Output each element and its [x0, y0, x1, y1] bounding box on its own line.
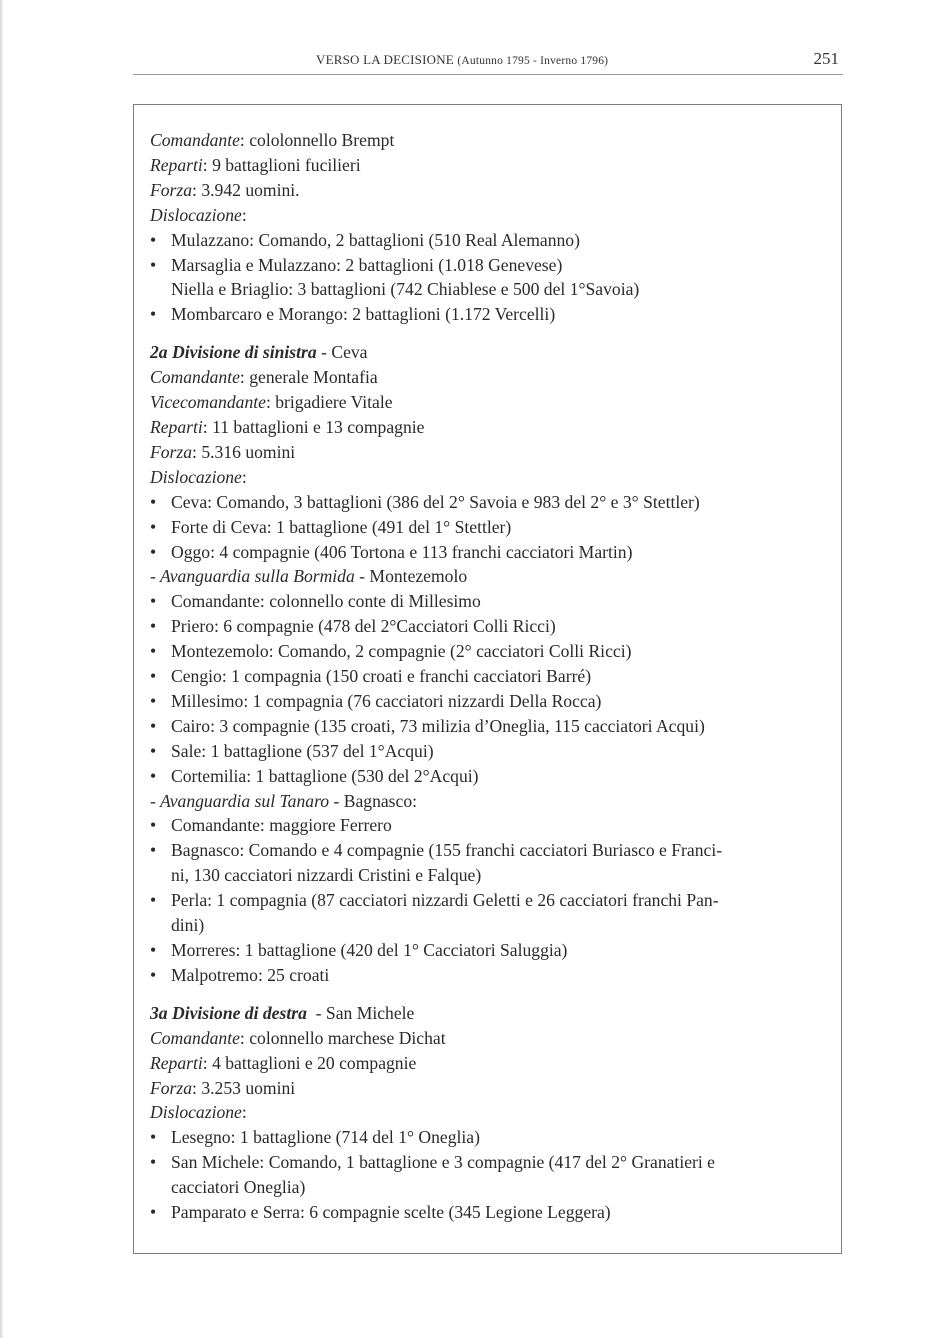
- s3-strength-value: : 3.253 uomini: [192, 1077, 296, 1098]
- s1-strength-value: : 3.942 uomini.: [192, 179, 300, 200]
- page-edge: [0, 0, 3, 1338]
- s1-strength: [150, 178, 825, 203]
- text-block: [150, 128, 825, 1225]
- s1-deployment-colon: :: [241, 204, 247, 225]
- list-item: • Montezemolo: Comando, 2 compagnie (2° cacciatori Colli Ricci): [150, 639, 825, 664]
- s2-units-value: : 11 battaglioni e 13 compagnie: [202, 416, 425, 437]
- s2-vice: [150, 390, 825, 415]
- list-item: • Perla: 1 compagnia (87 cacciatori nizzardi Geletti e 26 cacciatori franchi Pan-: [150, 888, 825, 913]
- s2-commander-value: : generale Montafia: [239, 367, 378, 388]
- s3-strength: [150, 1076, 825, 1101]
- s1-commander: [150, 128, 825, 153]
- s3-deployment-label: Dislocazione: [150, 1102, 242, 1123]
- list-item: • Malpotremo: 25 croati: [150, 963, 825, 988]
- s2-heading-title: 2a Divisione di sinistra: [150, 342, 317, 363]
- list-item: • Lesegno: 1 battaglione (714 del 1° Oneglia): [150, 1125, 825, 1150]
- s2-commander-label: Comandante: [150, 367, 240, 388]
- list-item: • Comandante: colonnello conte di Millesimo: [150, 589, 825, 614]
- vanguard-bormida-place: - Montezemolo: [354, 566, 468, 587]
- list-item: • Cengio: 1 compagnia (150 croati e franchi cacciatori Barré): [150, 664, 825, 689]
- list-item: • Morreres: 1 battaglione (420 del 1° Cacciatori Saluggia): [150, 938, 825, 963]
- s2-deployment-colon: :: [241, 466, 247, 487]
- running-header: [133, 49, 843, 75]
- running-title-main: VERSO LA DECISIONE: [316, 52, 454, 67]
- s3-commander-label: Comandante: [150, 1027, 240, 1048]
- s3-heading-place: - San Michele: [306, 1002, 415, 1023]
- s2-deployment-label: Dislocazione: [150, 466, 242, 487]
- list-item: • Pamparato e Serra: 6 compagnie scelte (345 Legione Leggera): [150, 1200, 825, 1225]
- vanguard-tanaro-label: - Avanguardia sul Tanaro: [150, 790, 330, 811]
- s2-strength-label: Forza: [150, 441, 193, 462]
- list-item: • Mulazzano: Comando, 2 battaglioni (510 Real Alemanno): [150, 228, 825, 253]
- list-item: • Mombarcaro e Morango: 2 battaglioni (1.172 Vercelli): [150, 302, 825, 327]
- s3-units: [150, 1051, 825, 1076]
- running-title-sub: (Autunno 1795 - Inverno 1796): [457, 55, 609, 67]
- vanguard-tanaro: [150, 789, 825, 814]
- s3-commander-value: : colonnello marchese Dichat: [239, 1027, 446, 1048]
- s1-units: [150, 153, 825, 178]
- running-title: [316, 52, 608, 68]
- list-item-continuation: Niella e Briaglio: 3 battaglioni (742 Chiablese e 500 del 1°Savoia): [171, 279, 640, 300]
- s2-strength: [150, 440, 825, 465]
- list-item: • Bagnasco: Comando e 4 compagnie (155 franchi cacciatori Buriasco e Franci-: [150, 838, 825, 863]
- list-item: • Oggo: 4 compagnie (406 Tortona e 113 franchi cacciatori Martin): [150, 540, 825, 565]
- list-item-continuation: dini): [171, 915, 205, 936]
- list-item: • Millesimo: 1 compagnia (76 cacciatori nizzardi Della Rocca): [150, 689, 825, 714]
- s1-deployment-label: Dislocazione: [150, 204, 242, 225]
- list-item: • Sale: 1 battaglione (537 del 1°Acqui): [150, 739, 825, 764]
- s1-commander-value: : cololonnello Brempt: [239, 130, 395, 150]
- list-item: • Cortemilia: 1 battaglione (530 del 2°Acqui): [150, 764, 825, 789]
- list-item: • San Michele: Comando, 1 battaglione e 3 compagnie (417 del 2° Granatieri e: [150, 1150, 825, 1175]
- s3-heading-title: 3a Divisione di destra: [150, 1002, 307, 1023]
- list-item: • Marsaglia e Mulazzano: 2 battaglioni (1.018 Genevese): [150, 253, 825, 278]
- vanguard-bormida-label: - Avanguardia sulla Bormida: [150, 566, 355, 587]
- s3-units-label: Reparti: [150, 1052, 203, 1073]
- s1-deployment: [150, 203, 825, 228]
- list-item: • Cairo: 3 compagnie (135 croati, 73 milizia d’Oneglia, 115 cacciatori Acqui): [150, 714, 825, 739]
- s2-deployment: [150, 465, 825, 490]
- s3-units-value: : 4 battaglioni e 20 compagnie: [202, 1052, 417, 1073]
- page-number: 251: [813, 49, 839, 68]
- s1-strength-label: Forza: [150, 179, 193, 200]
- list-item: • Forte di Ceva: 1 battaglione (491 del 1° Stettler): [150, 515, 825, 540]
- s2-vice-value: : brigadiere Vitale: [265, 392, 393, 413]
- list-item-continuation: ni, 130 cacciatori nizzardi Cristini e Falque): [171, 865, 482, 886]
- list-item: • Priero: 6 compagnie (478 del 2°Cacciatori Colli Ricci): [150, 614, 825, 639]
- list-item: • Comandante: maggiore Ferrero: [150, 813, 825, 838]
- s3-commander: [150, 1026, 825, 1051]
- vanguard-tanaro-place: - Bagnasco:: [329, 790, 418, 811]
- s2-heading-place: - Ceva: [316, 342, 368, 363]
- vanguard-bormida: [150, 564, 825, 589]
- s1-units-value: : 9 battaglioni fucilieri: [202, 154, 361, 175]
- s1-units-label: Reparti: [150, 154, 203, 175]
- s2-units-label: Reparti: [150, 416, 203, 437]
- s2-commander: [150, 365, 825, 390]
- list-item-continuation: cacciatori Oneglia): [171, 1177, 306, 1198]
- s2-units: [150, 415, 825, 440]
- s3-strength-label: Forza: [150, 1077, 193, 1098]
- s3-heading: [150, 1001, 825, 1026]
- s3-deployment-colon: :: [241, 1102, 247, 1123]
- s2-heading: [150, 340, 825, 365]
- list-item: • Ceva: Comando, 3 battaglioni (386 del 2° Savoia e 983 del 2° e 3° Stettler): [150, 490, 825, 515]
- s3-deployment: [150, 1100, 825, 1125]
- s1-commander-label: Comandante: [150, 130, 240, 150]
- s2-strength-value: : 5.316 uomini: [192, 441, 296, 462]
- s2-vice-label: Vicecomandante: [150, 392, 266, 413]
